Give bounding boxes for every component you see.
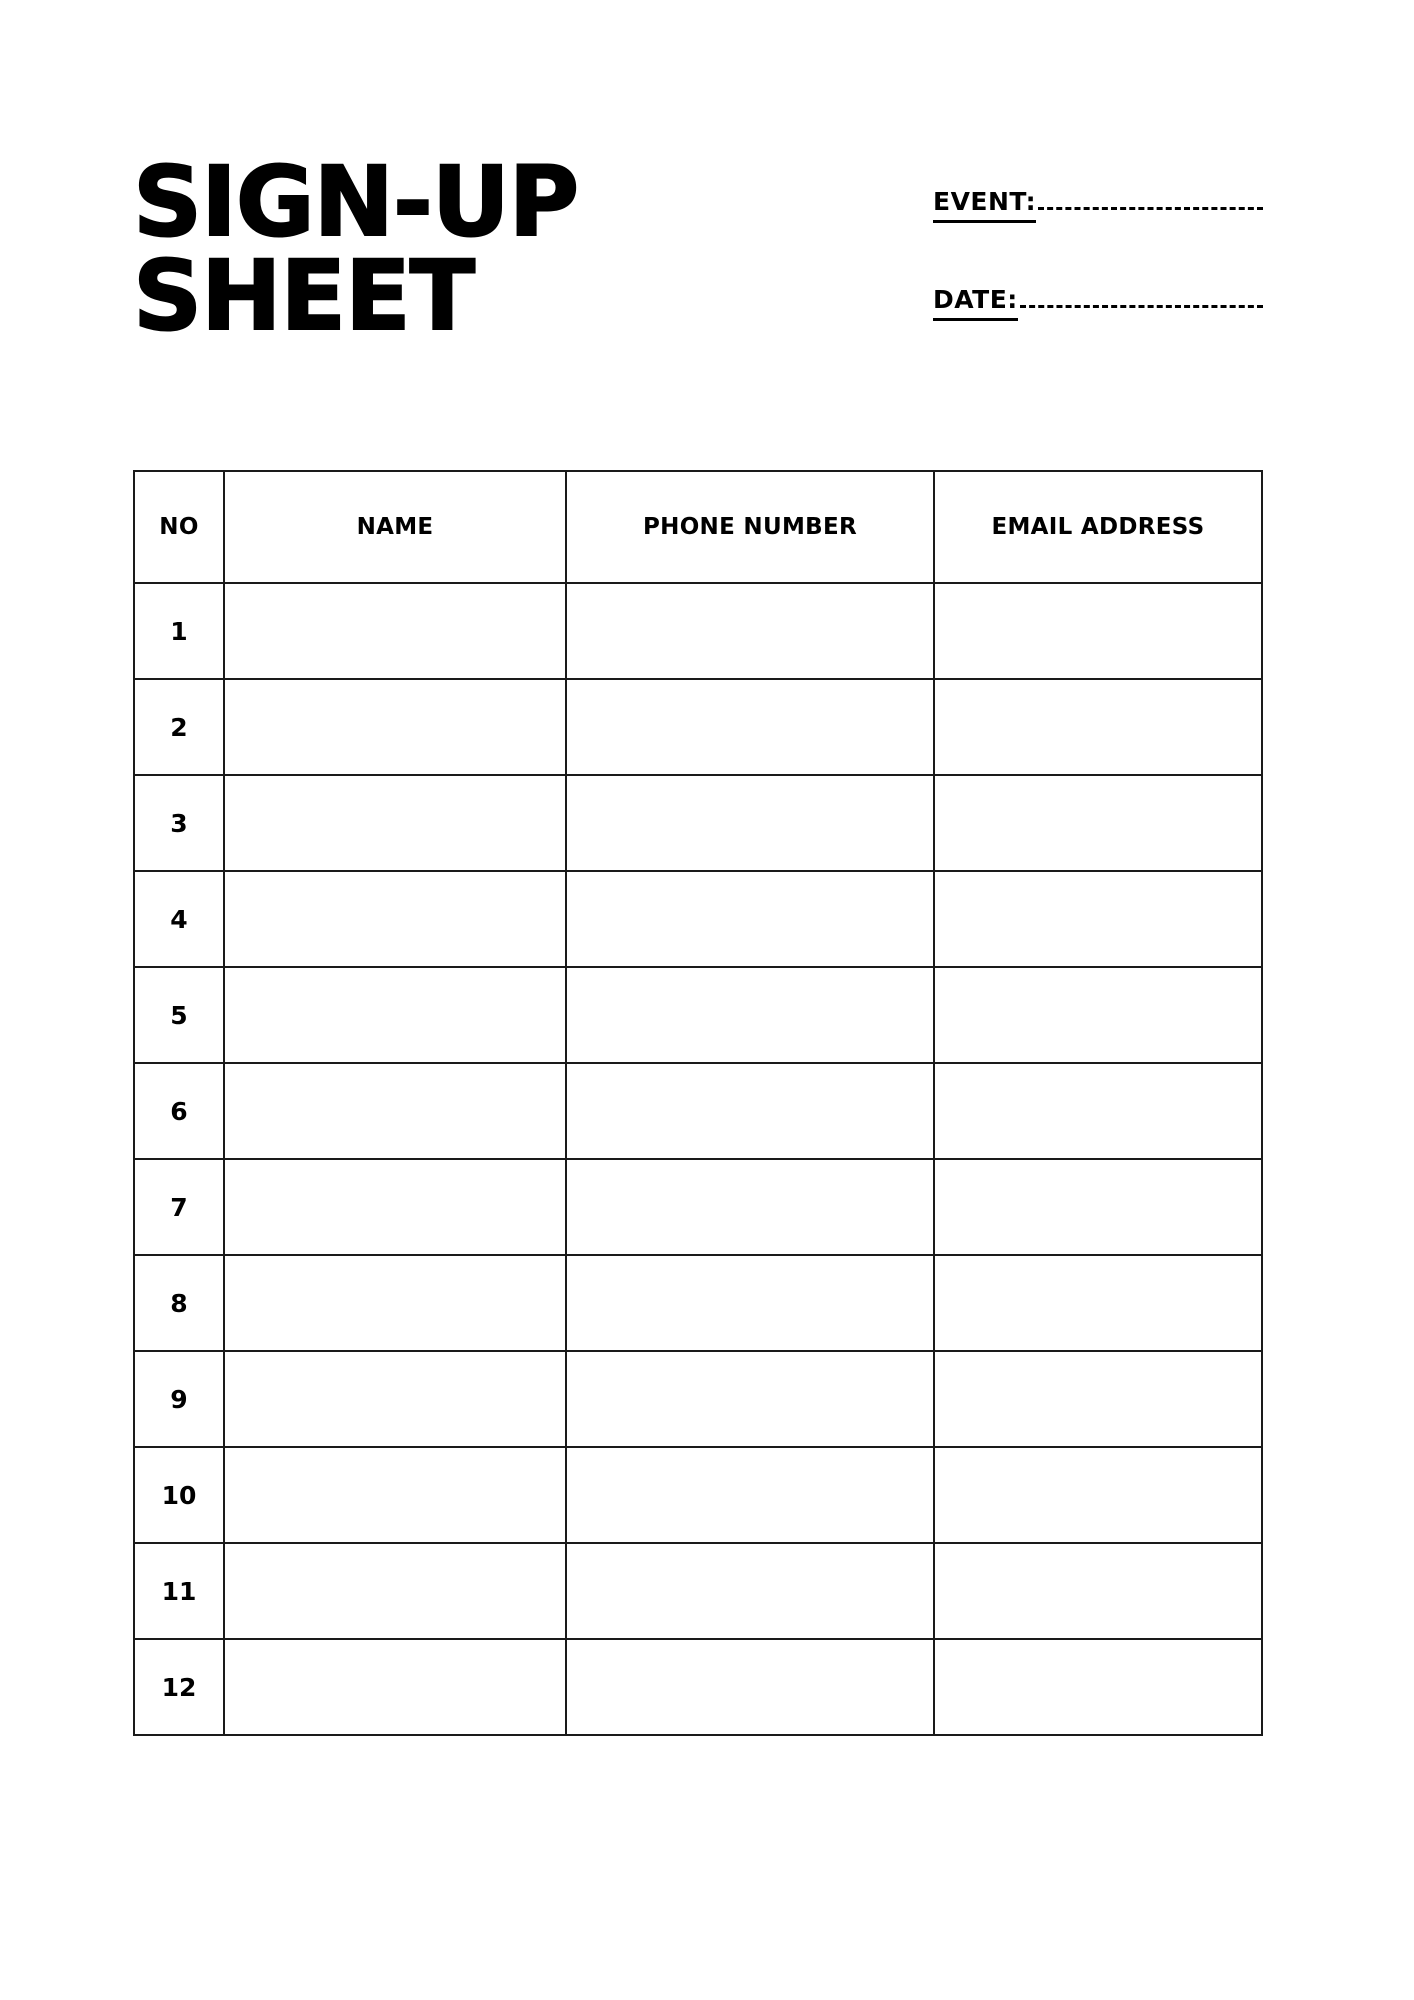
phone-cell[interactable] — [566, 583, 934, 679]
email-cell[interactable] — [934, 583, 1262, 679]
row-number: 9 — [134, 1351, 224, 1447]
email-cell[interactable] — [934, 1639, 1262, 1735]
row-number: 3 — [134, 775, 224, 871]
row-number: 10 — [134, 1447, 224, 1543]
signup-table-header — [134, 471, 1262, 583]
email-cell[interactable] — [934, 679, 1262, 775]
phone-cell[interactable] — [566, 1639, 934, 1735]
table-row — [134, 679, 1262, 775]
row-number: 6 — [134, 1063, 224, 1159]
name-cell[interactable] — [224, 967, 566, 1063]
table-row — [134, 1255, 1262, 1351]
table-row — [134, 1159, 1262, 1255]
row-number: 4 — [134, 871, 224, 967]
table-row — [134, 1543, 1262, 1639]
signup-table — [133, 470, 1263, 1736]
name-cell[interactable] — [224, 1255, 566, 1351]
date-field[interactable] — [933, 281, 1263, 321]
table-row — [134, 583, 1262, 679]
column-header-name: NAME — [224, 471, 566, 583]
phone-cell[interactable] — [566, 1447, 934, 1543]
name-cell[interactable] — [224, 1351, 566, 1447]
event-field[interactable] — [933, 183, 1263, 223]
table-row — [134, 871, 1262, 967]
table-row — [134, 775, 1262, 871]
row-number: 8 — [134, 1255, 224, 1351]
column-header-no: NO — [134, 471, 224, 583]
date-field-label: DATE: — [933, 285, 1018, 321]
page-title — [133, 146, 579, 353]
email-cell[interactable] — [934, 1159, 1262, 1255]
name-cell[interactable] — [224, 1063, 566, 1159]
email-cell[interactable] — [934, 1255, 1262, 1351]
event-field-blank-line[interactable] — [1038, 183, 1263, 210]
email-cell[interactable] — [934, 1447, 1262, 1543]
table-row — [134, 967, 1262, 1063]
name-cell[interactable] — [224, 1159, 566, 1255]
document-header — [133, 146, 1283, 353]
email-cell[interactable] — [934, 967, 1262, 1063]
table-row — [134, 1639, 1262, 1735]
row-number: 2 — [134, 679, 224, 775]
page-title-line-1: SIGN-UP — [133, 146, 579, 258]
header-fields — [933, 183, 1263, 321]
phone-cell[interactable] — [566, 1159, 934, 1255]
phone-cell[interactable] — [566, 1543, 934, 1639]
phone-cell[interactable] — [566, 1255, 934, 1351]
row-number: 12 — [134, 1639, 224, 1735]
name-cell[interactable] — [224, 775, 566, 871]
email-cell[interactable] — [934, 871, 1262, 967]
table-row — [134, 1063, 1262, 1159]
phone-cell[interactable] — [566, 967, 934, 1063]
column-header-email-address: EMAIL ADDRESS — [934, 471, 1262, 583]
table-header-row — [134, 471, 1262, 583]
phone-cell[interactable] — [566, 1063, 934, 1159]
table-row — [134, 1351, 1262, 1447]
email-cell[interactable] — [934, 1543, 1262, 1639]
page-title-line-2: SHEET — [133, 240, 475, 353]
signup-table-body — [134, 583, 1262, 1735]
date-field-blank-line[interactable] — [1020, 281, 1263, 308]
name-cell[interactable] — [224, 679, 566, 775]
email-cell[interactable] — [934, 1063, 1262, 1159]
name-cell[interactable] — [224, 1447, 566, 1543]
row-number: 11 — [134, 1543, 224, 1639]
table-row — [134, 1447, 1262, 1543]
name-cell[interactable] — [224, 871, 566, 967]
row-number: 1 — [134, 583, 224, 679]
name-cell[interactable] — [224, 583, 566, 679]
row-number: 5 — [134, 967, 224, 1063]
phone-cell[interactable] — [566, 775, 934, 871]
column-header-phone-number: PHONE NUMBER — [566, 471, 934, 583]
email-cell[interactable] — [934, 775, 1262, 871]
phone-cell[interactable] — [566, 679, 934, 775]
phone-cell[interactable] — [566, 871, 934, 967]
row-number: 7 — [134, 1159, 224, 1255]
event-field-label: EVENT: — [933, 187, 1036, 223]
email-cell[interactable] — [934, 1351, 1262, 1447]
signup-table-wrapper — [133, 470, 1261, 1736]
name-cell[interactable] — [224, 1543, 566, 1639]
phone-cell[interactable] — [566, 1351, 934, 1447]
name-cell[interactable] — [224, 1639, 566, 1735]
